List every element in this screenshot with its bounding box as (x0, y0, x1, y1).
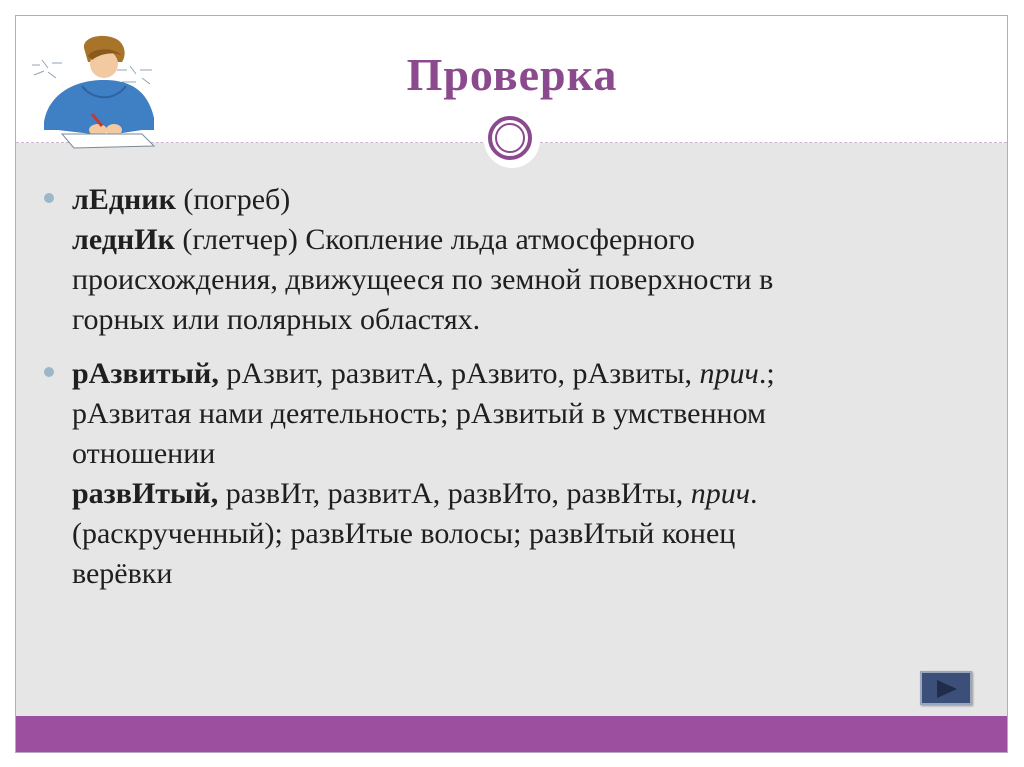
list-item (44, 180, 974, 340)
text-line: верёвки (72, 557, 173, 590)
text-line (72, 180, 974, 220)
text-line (72, 220, 974, 260)
list-item (44, 354, 974, 594)
term-abbr: прич (690, 477, 751, 510)
text-line: отношении (72, 437, 216, 470)
bullet-list (44, 180, 974, 608)
bullet-dot-icon (44, 193, 54, 203)
term-note: (погреб) (175, 183, 291, 216)
text-line: происхождения, движущееся по земной поверхности в (72, 263, 774, 296)
text-line: рАзвитая нами деятельность; рАзвитый в умственном (72, 397, 766, 430)
text-line: горных или полярных областях. (72, 303, 481, 336)
term-bold: лЕдник (72, 183, 176, 216)
term-bold: развИтый, (72, 477, 219, 510)
next-slide-button[interactable] (920, 671, 972, 705)
bullet-dot-icon (44, 367, 54, 377)
bottom-bar (16, 716, 1007, 752)
term-punct: . (750, 477, 758, 510)
text-line: (раскрученный); развИтые волосы; развИтый конец (72, 517, 736, 550)
term-bold: леднИк (72, 223, 175, 256)
text-line (72, 354, 974, 394)
text-line (72, 474, 974, 514)
term-bold: рАзвитый, (72, 357, 219, 390)
play-next-icon (935, 679, 959, 699)
term-definition: (глетчер) Скопление льда атмосферного (174, 223, 695, 256)
term-forms: развИт, развитА, развИто, развИты, (218, 477, 691, 510)
circle-ornament-inner (495, 123, 525, 153)
term-abbr: прич (699, 357, 759, 390)
slide-title: Проверка (406, 49, 618, 100)
term-punct: .; (758, 357, 775, 390)
term-forms: рАзвит, развитА, рАзвито, рАзвиты, (218, 357, 700, 390)
